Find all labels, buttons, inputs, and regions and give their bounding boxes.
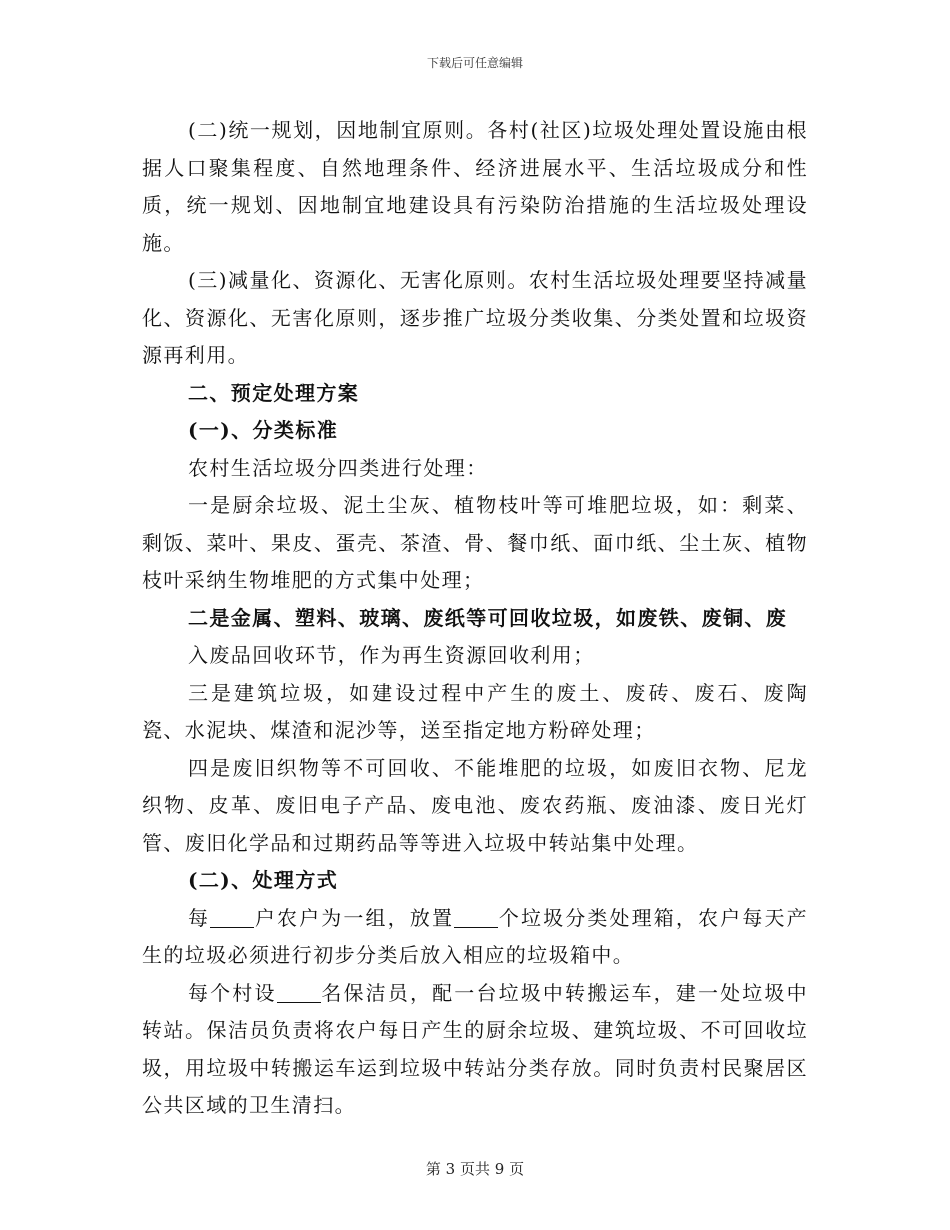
page-footer: 第 3 页共 9 页	[425, 1160, 525, 1178]
text-segment: 每	[188, 905, 211, 930]
text-segment: 每个村设	[188, 980, 277, 1005]
page-header: 下载后可任意编辑	[426, 56, 523, 70]
text-segment: 个垃圾分类处理箱，农户每天产生的垃圾必须进行初步分类后放入相应的垃圾箱中。	[142, 905, 808, 967]
paragraph-type-2: 二是金属、塑料、玻璃、废纸等可回收垃圾，如废铁、废铜、废	[188, 605, 788, 630]
section-heading-2: 二、预定处理方案	[188, 380, 360, 405]
text-segment: 户农户为一组，放置	[254, 905, 455, 930]
text-segment: 名保洁员，配一台垃圾中转搬运车，建一处垃圾中转站。保洁员负责将农户每日产生的厨余垃圾、建筑垃圾、不可回收垃圾，用垃圾中转搬运车运到垃圾中转站分类存放。同时负责村民聚居区公共区域的卫生清扫。	[142, 980, 808, 1117]
document-body	[142, 112, 808, 1125]
blank-line	[277, 980, 321, 1003]
subsection-heading-method: (二)、处理方式	[188, 868, 339, 892]
paragraph-type-4: 四是废旧织物等不可回收、不能堆肥的垃圾，如废旧衣物、尼龙织物、皮革、废旧电子产品、废电池、废农药瓶、废油漆、废日光灯管、废旧化学品和过期药品等等进入垃圾中转站集中处理。	[142, 755, 808, 855]
subsection-heading-classification: (一)、分类标准	[188, 418, 339, 442]
paragraph-principle-3: (三)减量化、资源化、无害化原则。农村生活垃圾处理要坚持减量化、资源化、无害化原则，逐步推广垃圾分类收集、分类处置和垃圾资源再利用。	[142, 268, 808, 367]
paragraph-type-1: 一是厨余垃圾、泥土尘灰、植物枝叶等可堆肥垃圾，如：剩菜、剩饭、菜叶、果皮、蛋壳、茶渣、骨、餐巾纸、面巾纸、尘土灰、植物枝叶采纳生物堆肥的方式集中处理；	[142, 493, 808, 592]
paragraph-cleaner	[142, 975, 808, 1125]
paragraph-principle-2: (二)统一规划，因地制宜原则。各村(社区)垃圾处理处置设施由根据人口聚集程度、自然地理条件、经济进展水平、生活垃圾成分和性质，统一规划、因地制宜地建设具有污染防治措施的生活垃圾处理设施。	[142, 118, 808, 255]
paragraph-type-2-continued: 入废品回收环节，作为再生资源回收利用；	[188, 643, 595, 667]
paragraph-type-3: 三是建筑垃圾，如建设过程中产生的废土、废砖、废石、废陶瓷、水泥块、煤渣和泥沙等，送至指定地方粉碎处理；	[142, 680, 808, 742]
blank-line	[454, 905, 498, 928]
paragraph-household-group	[142, 900, 808, 975]
paragraph-four-types: 农村生活垃圾分四类进行处理：	[188, 455, 488, 480]
blank-line	[210, 905, 254, 928]
